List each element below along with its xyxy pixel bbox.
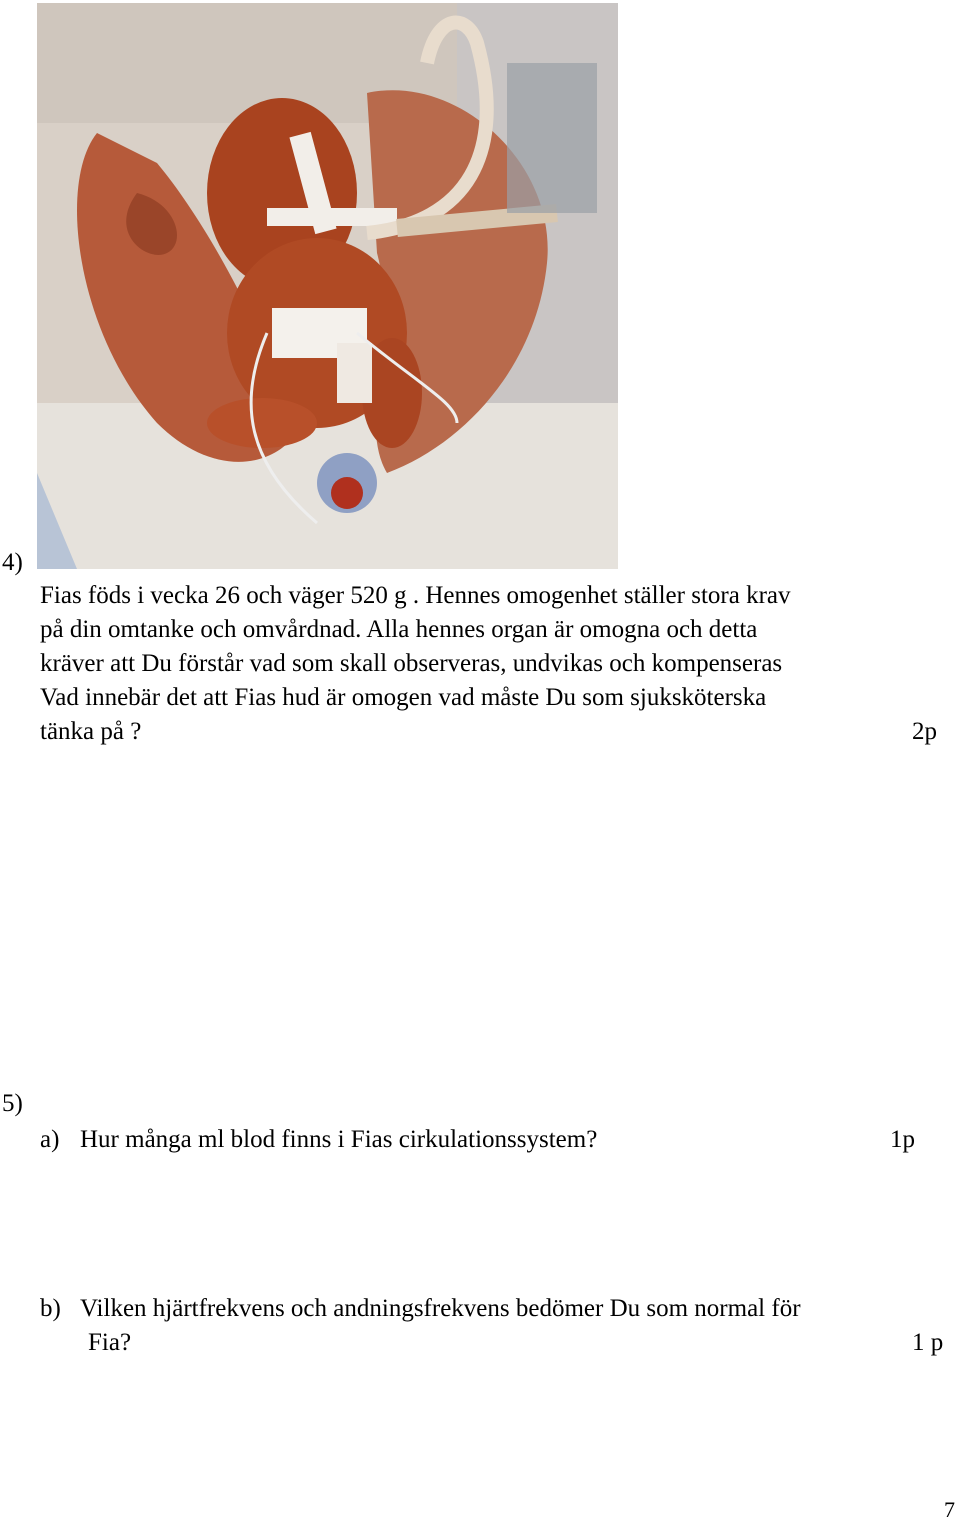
question-5a-text: Hur många ml blod finns i Fias cirkulationssystem?: [80, 1126, 598, 1153]
question-5-number: 5): [2, 1090, 23, 1117]
question-5b-points: 1 p: [912, 1329, 944, 1356]
question-5b-line-1: Vilken hjärtfrekvens och andningsfrekvens bedömer Du som normal för: [80, 1295, 801, 1322]
question-4-line-1: Fias föds i vecka 26 och väger 520 g . Hennes omogenhet ställer stora krav: [40, 582, 791, 609]
page-number: 7: [944, 1497, 955, 1522]
question-4-line-3: kräver att Du förstår vad som skall observeras, undvikas och kompenseras: [40, 650, 783, 677]
question-5a-points: 1p: [890, 1126, 915, 1153]
question-4-points: 2p: [912, 718, 937, 745]
question-5b-line-2: Fia?: [88, 1329, 132, 1356]
question-4-line-5: tänka på ?: [40, 718, 142, 745]
question-4-number: 4): [2, 549, 23, 576]
premature-infant-photo: [37, 3, 618, 569]
question-5b-label: b): [40, 1295, 61, 1322]
question-4-line-2: på din omtanke och omvårdnad. Alla hennes organ är omogna och detta: [40, 616, 758, 643]
question-4-line-4: Vad innebär det att Fias hud är omogen vad måste Du som sjuksköterska: [40, 684, 767, 711]
question-5a-label: a): [40, 1126, 60, 1153]
